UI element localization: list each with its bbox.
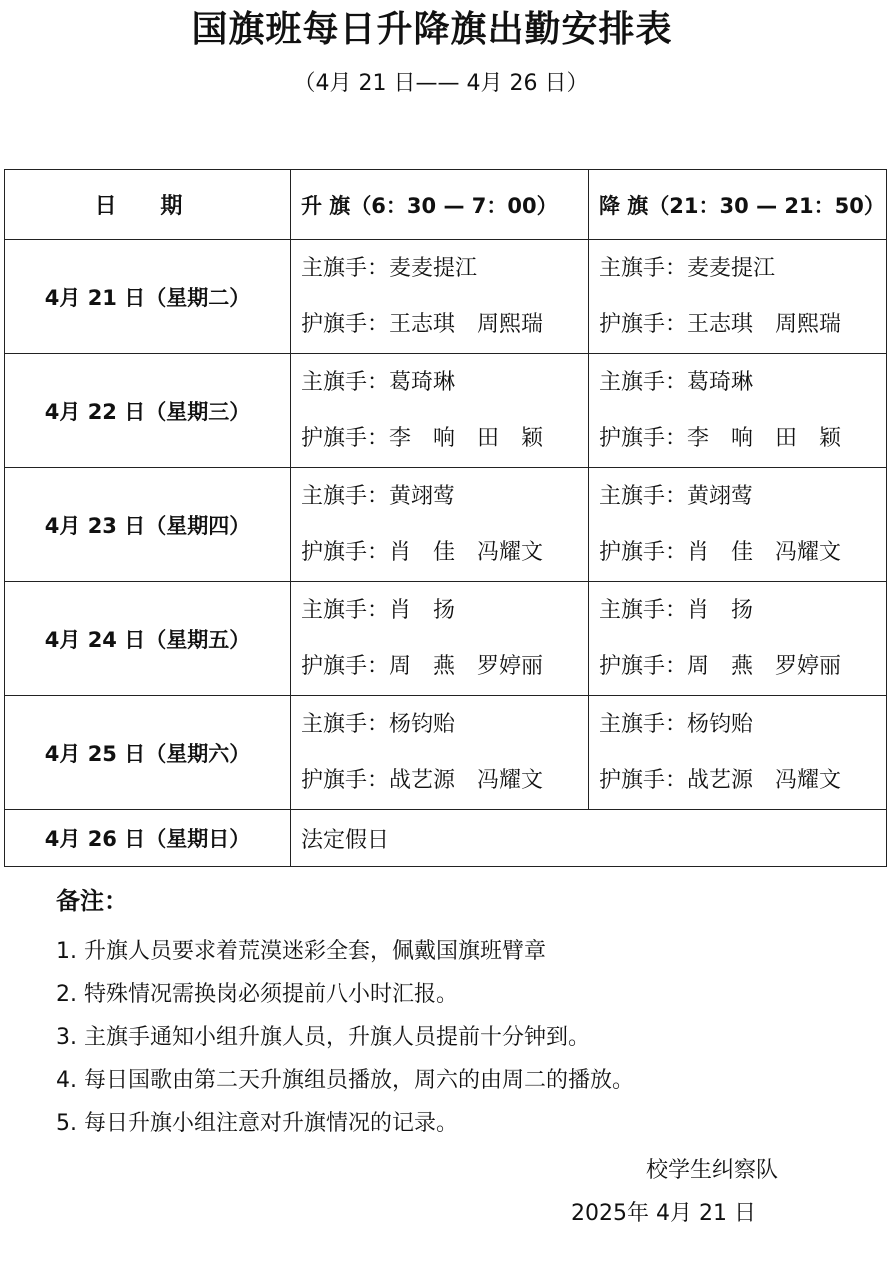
flag-guards: 肖 佳 冯耀文 [389, 539, 544, 565]
raise-cell [291, 468, 589, 582]
main-role-label: 主旗手： [599, 369, 688, 395]
table-row [5, 240, 887, 354]
holiday-note: 法定假日 [291, 810, 887, 867]
table-row [5, 468, 887, 582]
row-date: 4月 22 日（星期三） [5, 354, 291, 468]
guard-role-label: 护旗手： [301, 653, 390, 679]
row-date: 4月 21 日（星期二） [5, 240, 291, 354]
header-raise-label: 升 旗 [301, 193, 351, 218]
schedule-table [4, 169, 887, 867]
flag-guards: 李 响 田 颖 [389, 425, 544, 451]
main-role-label: 主旗手： [599, 483, 688, 509]
main-flag-bearer: 杨钧贻 [687, 711, 754, 737]
flag-guards: 战艺源 冯耀文 [389, 767, 544, 793]
main-flag-bearer: 麦麦提江 [687, 255, 776, 281]
header-raise-time: （6：30 — 7：00） [350, 193, 558, 218]
signature-date: 2025年 4月 21 日 [571, 1201, 756, 1226]
note-item: 4. 每日国歌由第二天升旗组员播放，周六的由周二的播放。 [56, 1068, 634, 1093]
flag-guards: 肖 佳 冯耀文 [687, 539, 842, 565]
main-flag-bearer: 黄翊莺 [687, 483, 754, 509]
flag-guards: 周 燕 罗婷丽 [687, 653, 842, 679]
main-flag-bearer: 葛琦琳 [389, 369, 456, 395]
header-row [5, 170, 887, 240]
note-item: 3. 主旗手通知小组升旗人员，升旗人员提前十分钟到。 [56, 1025, 590, 1050]
date-range-subtitle: （4月 21 日—— 4月 26 日） [293, 71, 589, 96]
raise-cell [291, 354, 589, 468]
guard-role-label: 护旗手： [599, 767, 688, 793]
main-flag-bearer: 杨钧贻 [389, 711, 456, 737]
table-row [5, 582, 887, 696]
guard-role-label: 护旗手： [301, 767, 390, 793]
table-row [5, 696, 887, 810]
row-date: 4月 23 日（星期四） [5, 468, 291, 582]
holiday-row [5, 810, 887, 867]
main-flag-bearer: 麦麦提江 [389, 255, 478, 281]
flag-guards: 战艺源 冯耀文 [687, 767, 842, 793]
notes-list [56, 930, 634, 1145]
guard-role-label: 护旗手： [301, 425, 390, 451]
raise-cell [291, 240, 589, 354]
main-flag-bearer: 葛琦琳 [687, 369, 754, 395]
main-role-label: 主旗手： [301, 483, 390, 509]
row-date: 4月 24 日（星期五） [5, 582, 291, 696]
header-lower [589, 170, 887, 240]
row-date: 4月 26 日（星期日） [5, 810, 291, 867]
table-row [5, 354, 887, 468]
notes-title: 备注： [56, 887, 128, 915]
guard-role-label: 护旗手： [301, 539, 390, 565]
lower-cell [589, 354, 887, 468]
guard-role-label: 护旗手： [599, 311, 688, 337]
main-role-label: 主旗手： [301, 369, 390, 395]
header-lower-time: （21：30 — 21：50） [648, 193, 885, 218]
main-flag-bearer: 黄翊莺 [389, 483, 456, 509]
signature-org: 校学生纠察队 [646, 1158, 779, 1183]
note-item: 2. 特殊情况需换岗必须提前八小时汇报。 [56, 982, 458, 1007]
flag-guards: 王志琪 周熙瑞 [389, 311, 544, 337]
lower-cell [589, 468, 887, 582]
note-item: 5. 每日升旗小组注意对升旗情况的记录。 [56, 1111, 458, 1136]
guard-role-label: 护旗手： [599, 539, 688, 565]
main-flag-bearer: 肖 扬 [389, 597, 456, 623]
flag-guards: 周 燕 罗婷丽 [389, 653, 544, 679]
header-date: 日 期 [5, 170, 291, 240]
header-lower-label: 降 旗 [599, 193, 649, 218]
main-role-label: 主旗手： [301, 597, 390, 623]
guard-role-label: 护旗手： [301, 311, 390, 337]
lower-cell [589, 696, 887, 810]
guard-role-label: 护旗手： [599, 653, 688, 679]
raise-cell [291, 696, 589, 810]
main-role-label: 主旗手： [599, 597, 688, 623]
flag-guards: 李 响 田 颖 [687, 425, 842, 451]
note-item: 1. 升旗人员要求着荒漠迷彩全套，佩戴国旗班臂章 [56, 939, 546, 964]
lower-cell [589, 582, 887, 696]
header-raise [291, 170, 589, 240]
raise-cell [291, 582, 589, 696]
main-role-label: 主旗手： [301, 711, 390, 737]
main-flag-bearer: 肖 扬 [687, 597, 754, 623]
flag-guards: 王志琪 周熙瑞 [687, 311, 842, 337]
page-title: 国旗班每日升降旗出勤安排表 [191, 9, 673, 50]
guard-role-label: 护旗手： [599, 425, 688, 451]
row-date: 4月 25 日（星期六） [5, 696, 291, 810]
main-role-label: 主旗手： [599, 711, 688, 737]
lower-cell [589, 240, 887, 354]
main-role-label: 主旗手： [301, 255, 390, 281]
main-role-label: 主旗手： [599, 255, 688, 281]
